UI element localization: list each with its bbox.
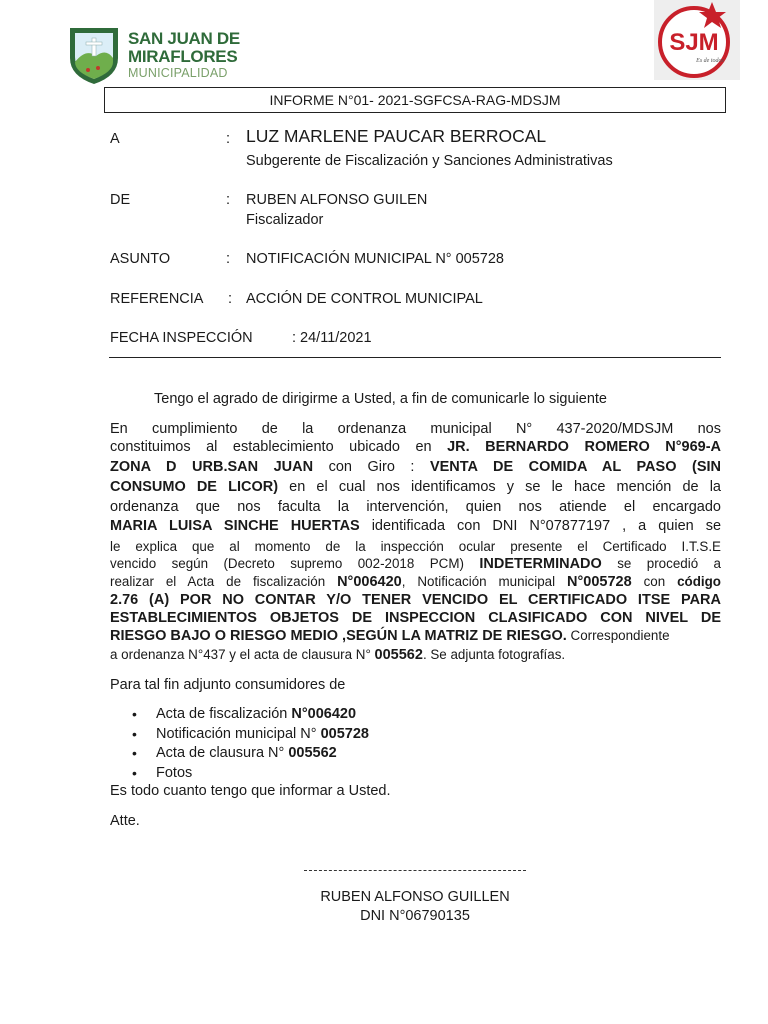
paragraph-line: realizar el Acta de fiscalización N°006420, Notificación municipal N°005728 con código xyxy=(110,574,721,590)
sender-role: Fiscalizador xyxy=(246,212,324,228)
closing-text: Es todo cuanto tengo que informar a Usted. xyxy=(110,783,391,799)
atte-text: Atte. xyxy=(110,813,140,829)
paragraph-line: ZONA D URB.SAN JUAN con Giro : VENTA DE COMIDA AL PASO (SIN xyxy=(110,459,721,475)
paragraph-line: En cumplimiento de la ordenanza municipal N° 437-2020/MDSJM nos xyxy=(110,421,721,437)
field-label-de: DE xyxy=(110,192,131,208)
field-label-referencia: REFERENCIA xyxy=(110,291,204,307)
sjm-badge-icon xyxy=(654,0,740,80)
signature-line xyxy=(304,870,526,871)
subject-value: NOTIFICACIÓN MUNICIPAL N° 005728 xyxy=(246,251,504,267)
paragraph-line: vencido según (Decreto supremo 002-2018 PCM) INDETERMINADO se procedió a xyxy=(110,556,721,572)
paragraph-line: CONSUMO DE LICOR) en el cual nos identificamos y se le hace mención de la xyxy=(110,479,722,495)
field-colon-a: : xyxy=(226,131,231,147)
field-label-a: A xyxy=(110,131,120,147)
inspection-date: : 24/11/2021 xyxy=(292,330,372,346)
recipient-name: LUZ MARLENE PAUCAR BERROCAL xyxy=(246,126,547,146)
header-divider xyxy=(109,357,721,358)
paragraph-line: constituimos al establecimiento ubicado en JR. BERNARDO ROMERO N°969-A xyxy=(110,439,721,455)
list-item: • Notificación municipal N° 005728 xyxy=(110,725,369,745)
logo-line-1: SAN JUAN DE xyxy=(128,29,240,48)
field-colon-de: : xyxy=(226,192,231,208)
paragraph-line: MARIA LUISA SINCHE HUERTAS identificada con DNI N°07877197 , a quien se xyxy=(110,518,722,534)
paragraph-line: ordenanza que nos faculta la intervención, quien nos atiende el encargado xyxy=(110,499,721,515)
paragraph-line: RIESGO BAJO O RIESGO MEDIO ,SEGÚN LA MATRIZ DE RIESGO. Correspondiente xyxy=(110,628,670,644)
signature-dni: DNI N°06790135 xyxy=(360,908,470,924)
sjm-logo-text: SJM xyxy=(669,29,719,56)
attachments-intro: Para tal fin adjunto consumidores de xyxy=(110,677,346,693)
attendee-name: MARIA LUISA SINCHE HUERTAS xyxy=(110,518,360,534)
attachments-list xyxy=(110,705,369,783)
reference-value: ACCIÓN DE CONTROL MUNICIPAL xyxy=(246,291,483,307)
list-item: • Fotos xyxy=(110,764,369,784)
signature-name: RUBEN ALFONSO GUILLEN xyxy=(320,889,510,905)
shield-icon xyxy=(66,22,122,86)
paragraph-line: 2.76 (A) POR NO CONTAR Y/O TENER VENCIDO EL CERTIFICADO ITSE PARA xyxy=(110,592,721,608)
field-label-asunto: ASUNTO xyxy=(110,251,171,267)
municipality-logo xyxy=(66,22,246,86)
field-label-fecha: FECHA INSPECCIÓN xyxy=(110,330,253,346)
paragraph-line: a ordenanza N°437 y el acta de clausura N° 005562. Se adjunta fotografías. xyxy=(110,647,566,663)
intro-text: Tengo el agrado de dirigirme a Usted, a fin de comunicarle lo siguiente xyxy=(154,391,607,407)
business-type: VENTA DE COMIDA AL PASO (SIN xyxy=(429,459,721,475)
list-item: • Acta de fiscalización N°006420 xyxy=(110,705,369,725)
recipient-role: Subgerente de Fiscalización y Sanciones Administrativas xyxy=(246,153,613,169)
sjm-logo-tagline: Es de todos xyxy=(696,58,724,64)
logo-line-3: MUNICIPALIDAD xyxy=(128,66,228,80)
field-colon-referencia: : xyxy=(228,291,233,307)
paragraph-line: le explica que al momento de la inspección ocular presente el Certificado I.T.S.E xyxy=(110,539,721,554)
field-colon-asunto: : xyxy=(226,251,231,267)
paragraph-line: ESTABLECIMIENTOS OBJETOS DE INSPECCION CLASIFICADO CON NIVEL DE xyxy=(110,610,721,626)
sjm-logo xyxy=(654,0,740,80)
sender-name: RUBEN ALFONSO GUILEN xyxy=(246,192,428,208)
address: JR. BERNARDO ROMERO N°969-A xyxy=(447,439,721,455)
report-title: INFORME N°01- 2021-SGFCSA-RAG-MDSJM xyxy=(104,87,726,113)
list-item: • Acta de clausura N° 005562 xyxy=(110,744,369,764)
logo-line-2: MIRAFLORES xyxy=(128,47,238,66)
